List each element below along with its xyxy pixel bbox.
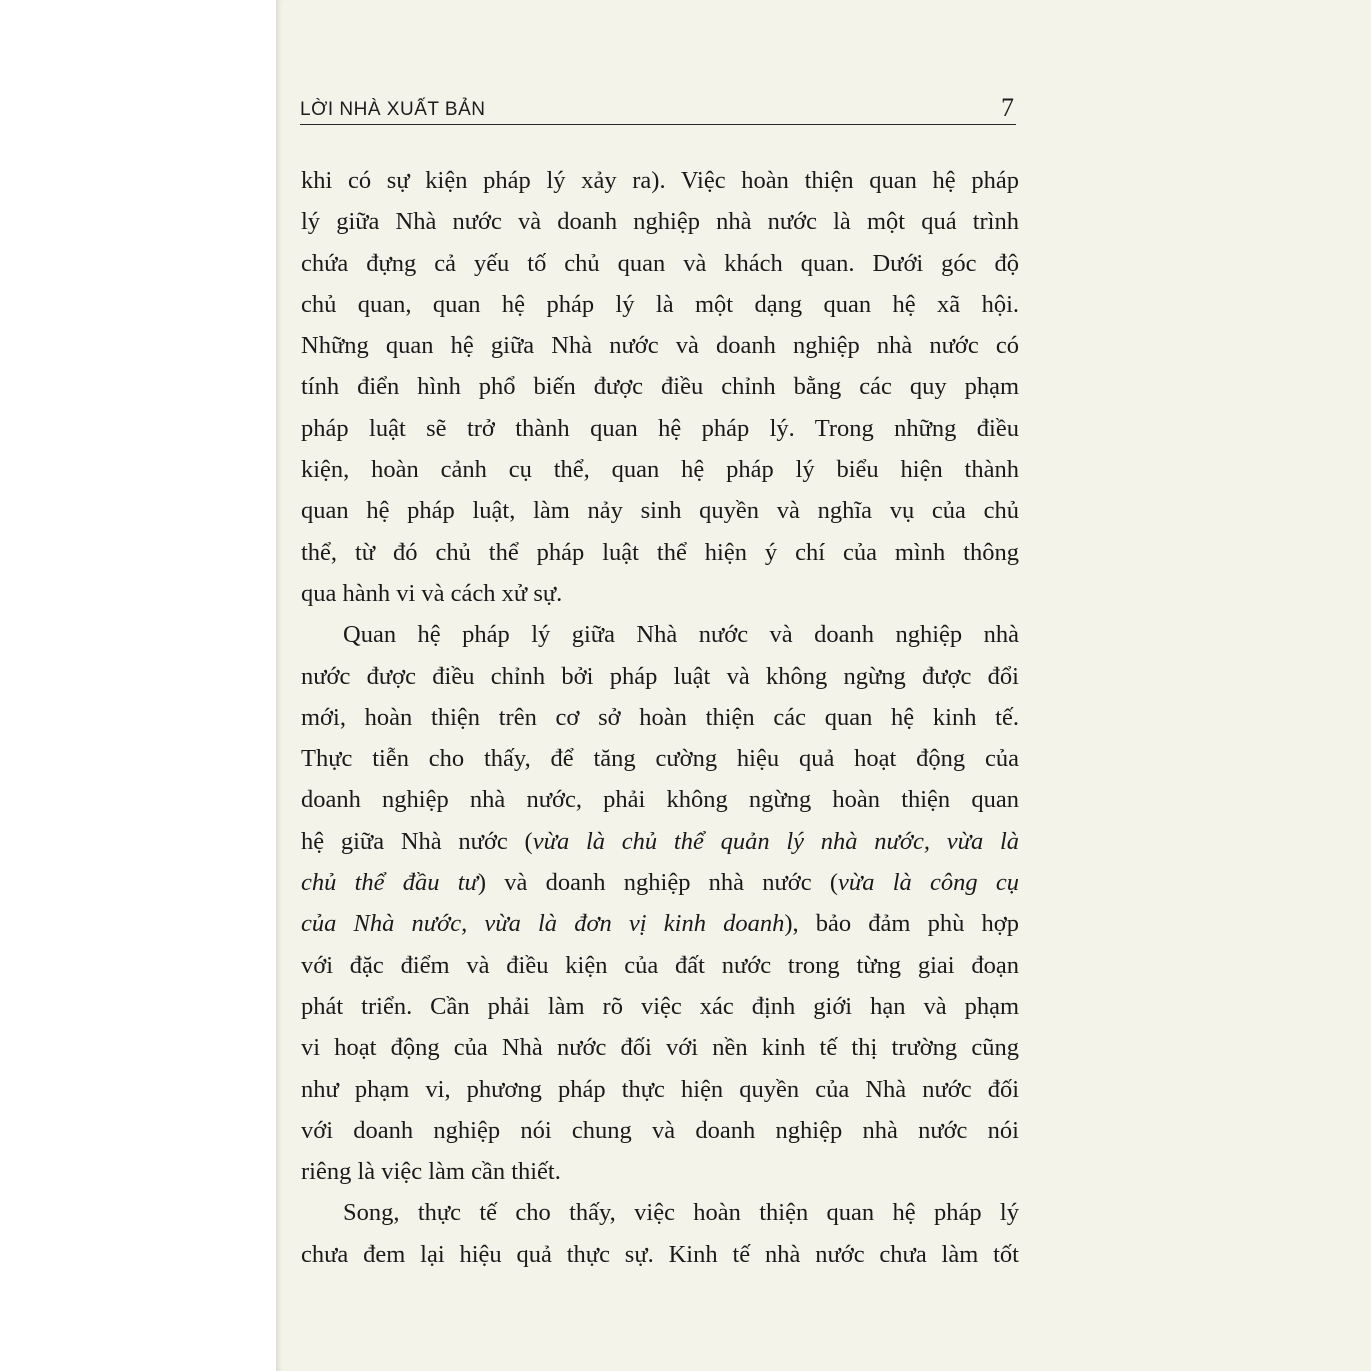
text-line: [301, 532, 1019, 573]
text-run: kiện, hoàn cảnh cụ thể, quan hệ pháp lý biểu hiện thành: [301, 456, 1019, 484]
text-line: [301, 573, 1019, 614]
paragraph: [301, 160, 1019, 614]
text-run: với đặc điểm và điều kiện của đất nước trong từng giai đoạn: [301, 951, 1019, 979]
text-line: [301, 284, 1019, 325]
text-run: tính điển hình phổ biến được điều chỉnh bằng các quy phạm: [301, 373, 1019, 401]
text-line: [301, 656, 1019, 697]
text-line: [301, 1027, 1019, 1068]
text-line: [301, 1151, 1019, 1192]
text-run: doanh nghiệp nhà nước, phải không ngừng hoàn thiện quan: [301, 786, 1019, 814]
text-run: pháp luật sẽ trở thành quan hệ pháp lý. Trong những điều: [301, 414, 1019, 442]
text-run: phát triển. Cần phải làm rõ việc xác định giới hạn và phạm: [301, 992, 1019, 1020]
text-line: [301, 697, 1019, 738]
text-run: Quan hệ pháp lý giữa Nhà nước và doanh nghiệp nhà: [343, 621, 1019, 649]
text-line: [301, 903, 1019, 944]
text-run: ) và doanh nghiệp nhà nước (: [477, 869, 839, 897]
text-run: như phạm vi, phương pháp thực hiện quyền của Nhà nước đối: [301, 1075, 1019, 1103]
text-line: [301, 986, 1019, 1027]
italic-text: vừa là công cụ: [838, 869, 1020, 897]
text-run: Những quan hệ giữa Nhà nước và doanh nghiệp nhà nước có: [301, 332, 1019, 360]
text-run: chứa đựng cả yếu tố chủ quan và khách quan. Dưới góc độ: [301, 249, 1019, 277]
paragraph: [301, 1192, 1019, 1275]
text-line: [301, 201, 1019, 242]
text-line: [301, 945, 1019, 986]
text-line: [301, 490, 1019, 531]
text-run: thể, từ đó chủ thể pháp luật thể hiện ý chí của mình thông: [301, 538, 1019, 566]
italic-text: của Nhà nước, vừa là đơn vị kinh doanh: [301, 910, 785, 938]
text-line: [301, 862, 1019, 903]
text-run: lý giữa Nhà nước và doanh nghiệp nhà nước là một quá trình: [301, 208, 1019, 236]
text-run: quan hệ pháp luật, làm nảy sinh quyền và nghĩa vụ của chủ: [301, 497, 1019, 525]
text-run: chủ quan, quan hệ pháp lý là một dạng quan hệ xã hội.: [301, 290, 1019, 318]
text-line: [301, 614, 1019, 655]
text-run: qua hành vi và cách xử sự.: [301, 579, 563, 607]
body-text: [301, 160, 1019, 1275]
text-run: với doanh nghiệp nói chung và doanh nghiệp nhà nước nói: [301, 1116, 1019, 1144]
text-run: riêng là việc làm cần thiết.: [301, 1158, 561, 1186]
text-line: [301, 779, 1019, 820]
text-line: [301, 325, 1019, 366]
text-line: [301, 366, 1019, 407]
text-run: Thực tiễn cho thấy, để tăng cường hiệu quả hoạt động của: [301, 745, 1019, 773]
text-line: [301, 243, 1019, 284]
text-line: [301, 1192, 1019, 1233]
italic-text: vừa là chủ thể quản lý nhà nước, vừa là: [532, 827, 1020, 855]
text-run: vi hoạt động của Nhà nước đối với nền kinh tế thị trường cũng: [301, 1034, 1019, 1062]
text-line: [301, 738, 1019, 779]
text-line: [301, 1110, 1019, 1151]
text-line: [301, 160, 1019, 201]
text-run: Song, thực tế cho thấy, việc hoàn thiện quan hệ pháp lý: [343, 1199, 1019, 1227]
page-number: 7: [1001, 93, 1014, 122]
paragraph: [301, 614, 1019, 1192]
text-line: [301, 1069, 1019, 1110]
text-line: [301, 821, 1019, 862]
text-line: [301, 408, 1019, 449]
text-run: ), bảo đảm phù hợp: [784, 910, 1019, 938]
italic-text: chủ thể đầu tư: [301, 869, 478, 897]
text-line: [301, 1234, 1019, 1275]
header-title: LỜI NHÀ XUẤT BẢN: [300, 99, 486, 120]
text-run: nước được điều chỉnh bởi pháp luật và không ngừng được đổi: [301, 662, 1019, 690]
text-run: mới, hoàn thiện trên cơ sở hoàn thiện các quan hệ kinh tế.: [301, 703, 1019, 731]
text-run: khi có sự kiện pháp lý xảy ra). Việc hoàn thiện quan hệ pháp: [301, 167, 1019, 194]
running-header: [300, 92, 1016, 125]
text-run: hệ giữa Nhà nước (: [301, 827, 533, 855]
text-run: chưa đem lại hiệu quả thực sự. Kinh tế nhà nước chưa làm tốt: [301, 1240, 1019, 1268]
text-line: [301, 449, 1019, 490]
